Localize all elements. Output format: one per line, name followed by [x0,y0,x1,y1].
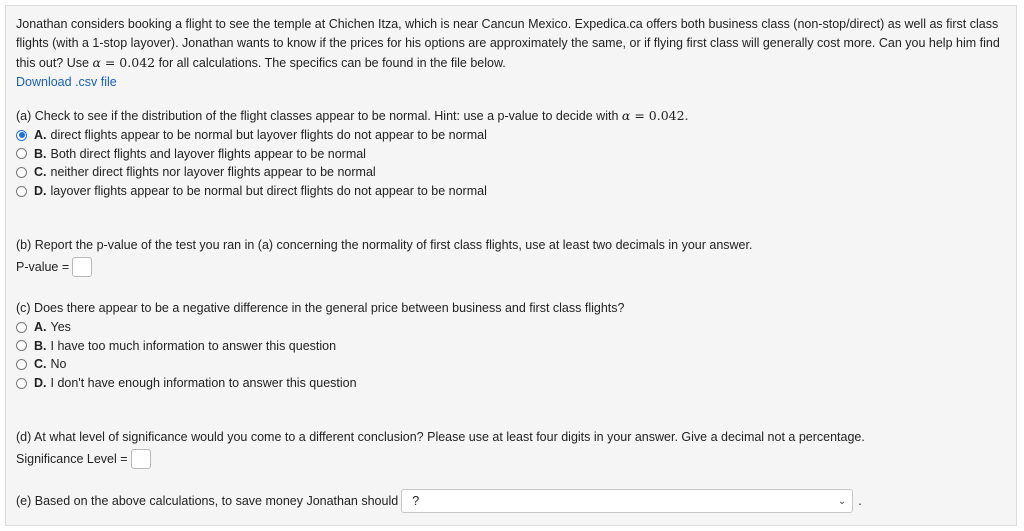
p-value-input[interactable] [72,257,92,277]
alpha-value: = 0.042. [630,108,689,123]
option-text: I don't have enough information to answer this question [50,375,357,390]
part-a-question-text: (a) Check to see if the distribution of the flight classes appear to be normal. Hint: use a p-value to decide with [16,109,622,123]
p-value-row [16,255,1006,279]
radio-button[interactable] [16,322,27,333]
option-letter: A. [34,320,47,334]
option-text: I have too much information to answer this question [50,338,337,353]
option-text: direct flights appear to be normal but layover flights do not appear to be normal [50,128,487,142]
part-e-question: (e) Based on the above calculations, to save money Jonathan should [16,494,399,508]
option-a[interactable] [16,318,1006,337]
part-e-suffix: . [858,494,862,508]
option-letter: C. [34,357,47,372]
radio-button[interactable] [16,340,27,351]
option-text: No [50,357,67,372]
option-text: layover flights appear to be normal but direct flights do not appear to be normal [50,183,487,198]
part-c-question: (c) Does there appear to be a negative difference in the general price between business and first class flights? [16,301,625,315]
radio-button[interactable] [16,130,27,141]
part-a [16,106,1006,200]
radio-button[interactable] [16,186,27,197]
part-b [16,236,1006,279]
part-c [16,299,1006,392]
part-a-alpha [622,108,689,123]
significance-level-input[interactable] [131,449,151,469]
option-text: Yes [50,320,71,334]
question-panel [5,5,1017,526]
recommendation-select[interactable] [401,489,853,513]
radio-button[interactable] [16,359,27,370]
intro-text [16,15,1006,73]
part-a-options [16,126,1006,200]
option-a[interactable] [16,126,1006,145]
option-d[interactable] [16,374,1006,393]
part-a-question [16,106,1006,126]
option-letter: C. [34,165,47,180]
option-b[interactable] [16,145,1006,164]
significance-level-row [16,447,1006,471]
p-value-label: P-value = [16,260,70,274]
option-d[interactable] [16,182,1006,201]
option-letter: D. [34,375,47,390]
option-letter: D. [34,183,47,198]
intro-section [16,15,1006,92]
radio-button[interactable] [16,148,27,159]
option-text: Both direct flights and layover flights appear to be normal [50,146,366,161]
radio-button[interactable] [16,167,27,178]
significance-level-label: Significance Level = [16,452,128,466]
download-csv-link[interactable]: Download .csv file [16,75,117,89]
alpha-expression [92,55,155,70]
option-letter: A. [34,128,47,142]
alpha-value: = 0.042 [100,55,156,70]
part-e [16,489,1006,513]
alpha-symbol: α [92,55,101,70]
option-c[interactable] [16,163,1006,182]
option-letter: B. [34,338,47,353]
option-letter: B. [34,146,47,161]
recommendation-select-value: ? [412,494,420,508]
part-b-question: (b) Report the p-value of the test you ran in (a) concerning the normality of first class flights, use at least two decimals in your answer. [16,238,753,252]
option-b[interactable] [16,337,1006,356]
intro-text-part1: Jonathan considers booking a flight to see the temple at Chichen Itza, which is near Cancun Mexico. Expedica.ca offers both business class (non-stop/direct) as well as first class flights (with a 1-stop layover). Jonathan wants to know if the prices for his options are approximately the same, or if flying first class will generally cost more. Can you help him find this out? Use [16,17,1000,70]
radio-button[interactable] [16,378,27,389]
alpha-symbol: α [621,108,631,123]
option-text: neither direct flights nor layover flights appear to be normal [50,165,376,180]
part-e-row [16,489,1006,513]
chevron-down-icon: ⌄ [837,495,847,507]
option-c[interactable] [16,355,1006,374]
part-d-question: (d) At what level of significance would you come to a different conclusion? Please use at least four digits in your answer. Give a decimal not a percentage. [16,430,865,444]
intro-text-part2: for all calculations. The specifics can be found in the file below. [155,56,506,70]
part-c-options [16,318,1006,392]
part-d [16,428,1006,471]
